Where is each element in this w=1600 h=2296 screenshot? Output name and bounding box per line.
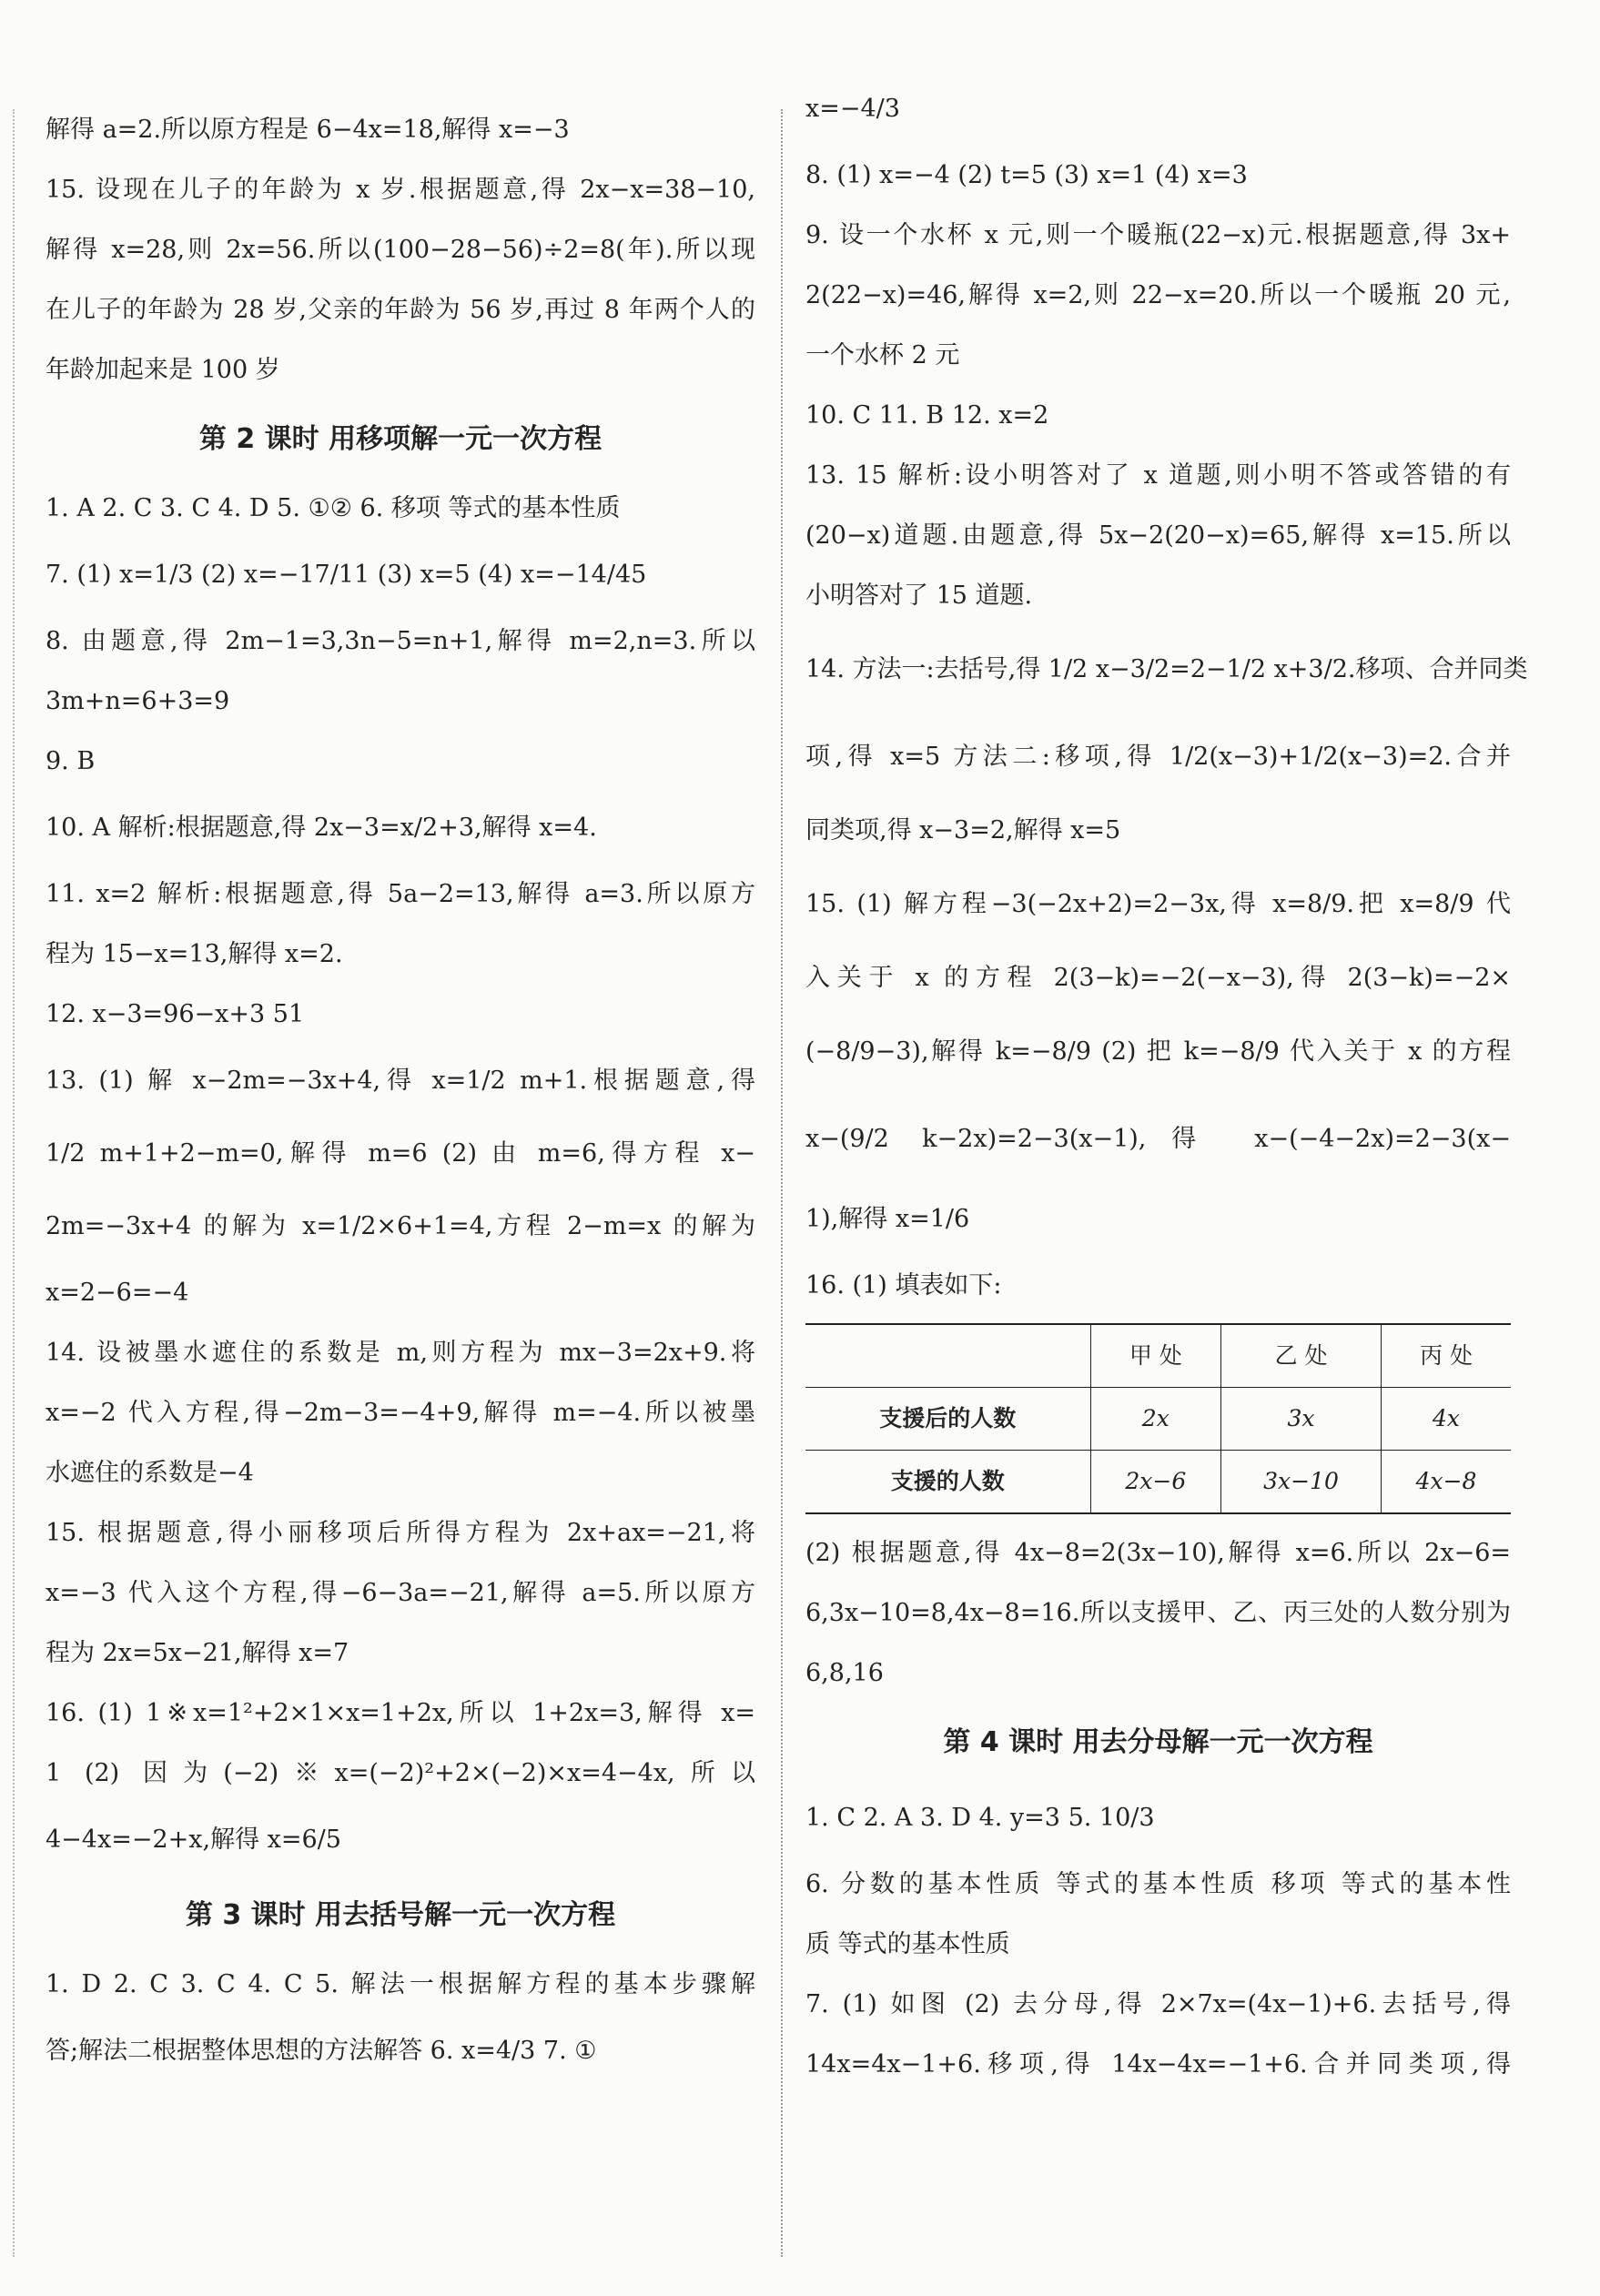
- table-cell: 3x−10: [1221, 1451, 1382, 1514]
- text-line: 程为 15−x=13,解得 x=2.: [46, 940, 343, 968]
- column-divider: [781, 109, 783, 2257]
- text-line: 答;解法二根据整体思想的方法解答 6. x=4/3 7. ①: [46, 2037, 597, 2065]
- text-line: x−(9/2 k−2x)=2−3(x−1),得 x−(−4−2x)=2−3(x−: [805, 1125, 1511, 1153]
- text-line: (20−x)道题.由题意,得 5x−2(20−x)=65,解得 x=15.所以: [805, 521, 1511, 550]
- text-line: 1 (2) 因为(−2)※x=(−2)²+2×(−2)×x=4−4x,所以: [46, 1759, 755, 1787]
- text-line: 解得 a=2.所以原方程是 6−4x=18,解得 x=−3: [46, 116, 570, 144]
- text-line: 16. (1) 1※x=1²+2×1×x=1+2x,所以 1+2x=3,解得 x=: [46, 1699, 755, 1727]
- text-line: 15. (1) 解方程−3(−2x+2)=2−3x,得 x=8/9.把 x=8/9 代: [805, 890, 1511, 918]
- table-header-cell: 丙 处: [1382, 1324, 1511, 1388]
- table-header-cell: 乙 处: [1221, 1324, 1382, 1388]
- text-line: 1. D 2. C 3. C 4. C 5. 解法一根据解方程的基本步骤解: [46, 1970, 755, 1998]
- text-line: 6,8,16: [805, 1659, 884, 1687]
- text-line: (2) 根据题意,得 4x−8=2(3x−10),解得 x=6.所以 2x−6=: [805, 1539, 1511, 1567]
- text-line: x=−2 代入方程,得−2m−3=−4+9,解得 m=−4.所以被墨: [46, 1399, 755, 1427]
- text-line: 1/2 m+1+2−m=0,解得 m=6 (2) 由 m=6,得方程 x−: [46, 1139, 755, 1168]
- table-cell: 3x: [1221, 1388, 1382, 1451]
- section-heading: 第 4 课时 用去分母解一元一次方程: [943, 1726, 1373, 1758]
- table-cell: 4x: [1382, 1388, 1511, 1451]
- table-row: [805, 1388, 1511, 1451]
- text-line: 14. 设被墨水遮住的系数是 m,则方程为 mx−3=2x+9.将: [46, 1339, 755, 1367]
- text-line: 项,得 x=5 方法二:移项,得 1/2(x−3)+1/2(x−3)=2.合并: [805, 743, 1511, 771]
- text-line: 1),解得 x=1/6: [805, 1205, 970, 1233]
- text-line: 9. B: [46, 747, 96, 775]
- right-column: [805, 95, 1528, 2095]
- table-cell: 2x−6: [1090, 1451, 1220, 1514]
- text-line: 1. C 2. A 3. D 4. y=3 5. 10/3: [805, 1804, 1155, 1832]
- text-line: 15. 设现在儿子的年龄为 x 岁.根据题意,得 2x−x=38−10,: [46, 176, 755, 204]
- text-line: 同类项,得 x−3=2,解得 x=5: [805, 816, 1121, 845]
- text-line: 13. 15 解析:设小明答对了 x 道题,则小明不答或答错的有: [805, 461, 1511, 490]
- text-line: 8. (1) x=−4 (2) t=5 (3) x=1 (4) x=3: [805, 161, 1248, 189]
- text-line: 13. (1) 解 x−2m=−3x+4,得 x=1/2 m+1.根据题意,得: [46, 1067, 755, 1095]
- table-row: [805, 1451, 1511, 1514]
- text-line: 16. (1) 填表如下:: [805, 1271, 1002, 1300]
- text-line: 程为 2x=5x−21,解得 x=7: [46, 1639, 349, 1667]
- section-heading: 第 2 课时 用移项解一元一次方程: [198, 423, 603, 455]
- table-cell: 2x: [1090, 1388, 1220, 1451]
- text-line: 10. C 11. B 12. x=2: [805, 401, 1049, 430]
- text-line: 2(22−x)=46,解得 x=2,则 22−x=20.所以一个暖瓶 20 元,: [805, 281, 1511, 309]
- text-line: 11. x=2 解析:根据题意,得 5a−2=13,解得 a=3.所以原方: [46, 880, 755, 908]
- text-line: 14. 方法一:去括号,得 1/2 x−3/2=2−1/2 x+3/2.移项、合并同类: [805, 655, 1528, 683]
- support-table: [805, 1323, 1511, 1514]
- text-line: 入关于 x 的方程 2(3−k)=−2(−x−3),得 2(3−k)=−2×: [805, 964, 1511, 992]
- text-line: 7. (1) 如图 (2) 去分母,得 2×7x=(4x−1)+6.去括号,得: [805, 1990, 1511, 2018]
- row-label: 支援的人数: [805, 1451, 1090, 1514]
- text-line: 6,3x−10=8,4x−8=16.所以支援甲、乙、丙三处的人数分别为: [805, 1599, 1511, 1627]
- table-header-cell: [805, 1324, 1090, 1388]
- text-line: 6. 分数的基本性质 等式的基本性质 移项 等式的基本性: [805, 1870, 1511, 1898]
- row-label: 支援后的人数: [805, 1388, 1090, 1451]
- text-line: 质 等式的基本性质: [805, 1930, 1010, 1958]
- text-line: x=−4/3: [805, 95, 900, 123]
- text-line: 小明答对了 15 道题.: [805, 582, 1033, 610]
- text-line: 14x=4x−1+6.移项,得 14x−4x=−1+6.合并同类项,得: [805, 2050, 1511, 2079]
- text-line: 12. x−3=96−x+3 51: [46, 1000, 305, 1028]
- text-line: x=2−6=−4: [46, 1279, 189, 1307]
- table-header-row: [805, 1324, 1511, 1388]
- text-line: 解得 x=28,则 2x=56.所以(100−28−56)÷2=8(年).所以现: [46, 236, 755, 264]
- text-line: 水遮住的系数是−4: [46, 1459, 254, 1487]
- text-line: 一个水杯 2 元: [805, 341, 960, 369]
- text-line: 年龄加起来是 100 岁: [46, 356, 280, 384]
- text-line: 8. 由题意,得 2m−1=3,3n−5=n+1,解得 m=2,n=3.所以: [46, 627, 755, 655]
- text-line: 10. A 解析:根据题意,得 2x−3=x/2+3,解得 x=4.: [46, 814, 597, 842]
- text-line: 2m=−3x+4 的解为 x=1/2×6+1=4,方程 2−m=x 的解为: [46, 1212, 755, 1240]
- text-line: 9. 设一个水杯 x 元,则一个暖瓶(22−x)元.根据题意,得 3x+: [805, 221, 1511, 249]
- text-line: 7. (1) x=1/3 (2) x=−17/11 (3) x=5 (4) x=−14/45: [46, 561, 647, 589]
- text-line: (−8/9−3),解得 k=−8/9 (2) 把 k=−8/9 代入关于 x 的方程: [805, 1037, 1511, 1066]
- section-heading: 第 3 课时 用去括号解一元一次方程: [185, 1899, 616, 1931]
- left-column: [46, 100, 755, 2088]
- text-line: 15. 根据题意,得小丽移项后所得方程为 2x+ax=−21,将: [46, 1519, 755, 1547]
- text-line: 4−4x=−2+x,解得 x=6/5: [46, 1826, 341, 1854]
- text-line: x=−3 代入这个方程,得−6−3a=−21,解得 a=5.所以原方: [46, 1579, 755, 1607]
- page-edge-line: [13, 109, 15, 2257]
- text-line: 3m+n=6+3=9: [46, 687, 230, 715]
- text-line: 在儿子的年龄为 28 岁,父亲的年龄为 56 岁,再过 8 年两个人的: [46, 296, 755, 324]
- text-line: 1. A 2. C 3. C 4. D 5. ①② 6. 移项 等式的基本性质: [46, 494, 621, 522]
- table-header-cell: 甲 处: [1090, 1324, 1220, 1388]
- table-cell: 4x−8: [1382, 1451, 1511, 1514]
